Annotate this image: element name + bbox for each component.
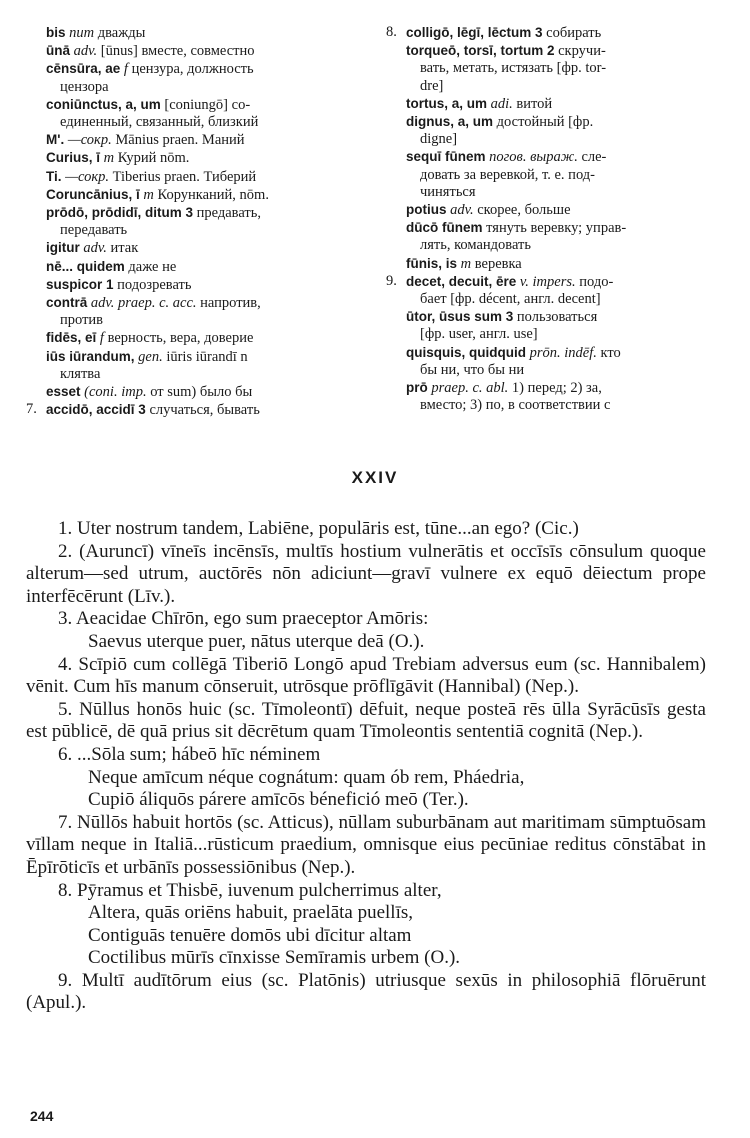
headword: ūnā <box>46 43 71 59</box>
definition: Mānius praen. Маний <box>111 132 245 149</box>
definition: веревка <box>471 255 522 272</box>
headword: M'. <box>46 132 65 148</box>
entry-number: 9. <box>386 272 397 289</box>
headword: nē... quidem <box>46 258 125 274</box>
headword: tortus, a, um <box>406 95 488 111</box>
definition: цензура, должность <box>127 61 254 78</box>
verse-line: Neque amīcum néque cognátum: quam ób rem, Pháedria, <box>88 766 525 788</box>
vocab-entry <box>26 204 340 239</box>
grammar-note: adv. <box>73 43 98 60</box>
definition-continued: бы ни, что бы ни <box>420 361 525 378</box>
vocab-entry <box>386 273 706 308</box>
definition-continued: вать, метать, истязать [фр. tor- <box>420 60 607 77</box>
definition: сле- <box>577 149 607 166</box>
headword: esset <box>46 384 81 400</box>
definition-continued: чиняться <box>420 183 476 200</box>
verse-line: Saevus uterque puer, nātus uterque deā (O.). <box>88 630 425 652</box>
sentence-paragraph: 7. Nūllōs habuit hortōs (sc. Atticus), nūllam suburbānam aut maritimam sūmptuōsam vīllam neque in Italiā...rūsticum praedium, omnisque eius pecūniae reditus cōnstābat in Ēpīrōticīs et urbānīs possessiōnibus (Nep.). <box>26 811 706 878</box>
vocab-entry <box>26 401 340 419</box>
definition: [ūnus] вместе, совместно <box>97 43 255 60</box>
definition: случаться, бывать <box>145 402 260 419</box>
headword: sequī fūnem <box>406 149 486 165</box>
grammar-note: —сокр. <box>65 168 110 185</box>
vocab-entry <box>386 255 706 273</box>
vocab-entry <box>26 186 340 204</box>
headword: prōdō, prōdidī, ditum 3 <box>46 205 193 221</box>
vocab-entry <box>26 60 340 95</box>
definition: итак <box>106 240 139 257</box>
definition-continued: лять, командовать <box>420 237 531 254</box>
definition: iūris iūrandī n <box>162 348 248 365</box>
headword: decet, decuit, ēre <box>406 273 517 289</box>
sentence-paragraph: 4. Scīpiō cum collēgā Tiberiō Longō apud Trebiam adversus eum (sc. Hannibalem) vēnit. Cum hīs manum cōnseruit, utrōsque prōflīgāvit (Hannibal) (Nep.). <box>26 653 706 698</box>
definition-continued: довать за веревкой, т. е. под- <box>420 166 595 183</box>
headword: coniūnctus, a, um <box>46 96 161 112</box>
definition-continued: [фр. user, англ. use] <box>420 326 538 343</box>
vocab-entry <box>26 149 340 167</box>
vocab-entry <box>386 219 706 254</box>
headword: cēnsūra, ae <box>46 61 121 77</box>
vocab-entry <box>26 294 340 329</box>
vocab-entry <box>26 131 340 149</box>
page-number: 244 <box>30 1108 54 1124</box>
definition: скорее, больше <box>473 202 571 219</box>
headword: igitur <box>46 240 80 256</box>
vocab-entry <box>26 383 340 401</box>
headword: fūnis, is <box>406 255 458 271</box>
vocab-entry <box>386 148 706 201</box>
vocab-entry <box>386 24 706 42</box>
verse-line: Contiguās tenuēre domōs ubi dīcitur altam <box>88 924 412 946</box>
reading-text <box>26 518 706 1015</box>
grammar-note: adv. praep. c. acc. <box>90 295 197 312</box>
entry-number: 7. <box>26 401 37 418</box>
grammar-note: m <box>460 255 472 272</box>
vocab-entry <box>26 329 340 347</box>
definition: Tiberius praen. Тиберий <box>109 168 257 185</box>
definition: предавать, <box>192 205 261 222</box>
headword: Ti. <box>46 168 62 184</box>
headword: accidō, accidī 3 <box>46 402 146 418</box>
definition: пользоваться <box>513 309 598 326</box>
headword: Curius, ī <box>46 150 101 166</box>
grammar-note: —сокр. <box>67 132 112 149</box>
vocab-entry <box>26 276 340 294</box>
headword: fidēs, eī <box>46 330 97 346</box>
vocab-entry <box>386 201 706 219</box>
grammar-note: prōn. indēf. <box>529 344 597 361</box>
grammar-note: погов. выраж. <box>489 149 578 166</box>
vocab-entry <box>26 239 340 257</box>
definition-continued: вместо; 3) по, в соответствии с <box>420 397 611 414</box>
headword: potius <box>406 202 447 218</box>
headword: dūcō fūnem <box>406 220 483 236</box>
sentence-paragraph: 9. Multī audītōrum eius (sc. Platōnis) utriusque sexūs in philosophiā flōruērunt (Apul.). <box>26 969 706 1014</box>
definition: [coniungō] со- <box>160 96 251 113</box>
sentence-paragraph: 2. (Auruncī) vīneīs incēnsīs, multīs hostium vulnerātis et occīsīs cōnsulum quoque alterum—sed utrum, auctōrēs nōn adiciunt—gravī vulnere ex equō dēiectum prope interfēcērunt (Līv.). <box>26 540 706 607</box>
definition: напротив, <box>196 295 261 312</box>
headword: ūtor, ūsus sum 3 <box>406 309 514 325</box>
grammar-note: gen. <box>138 348 163 365</box>
grammar-note: (coni. imp. <box>84 384 147 401</box>
definition: от sum) было бы <box>146 384 253 401</box>
definition: Курий nōm. <box>114 150 190 167</box>
verse-line: 3. Aeacidae Chīrōn, ego sum praeceptor Amōris: <box>58 608 429 630</box>
vocab-entry <box>386 95 706 113</box>
definition-continued: бает [фр. décent, англ. decent] <box>420 291 601 308</box>
grammar-note: m <box>143 186 154 203</box>
headword: prō <box>406 380 428 396</box>
sentence-paragraph: 5. Nūllus honōs huic (sc. Tīmoleontī) dēfuit, neque posteā rēs ūlla Syrācūsīs gesta est pūblicē, dē quā prius sit dēcrētum quam Tīmoleontis sententiā cognitā (Nep.). <box>26 698 706 743</box>
verse-line: 6. ...Sōla sum; hábeō hīc néminem <box>58 743 321 765</box>
sentence-paragraph: 1. Uter nostrum tandem, Labiēne, populāris est, tūne...an ego? (Cic.) <box>58 518 579 539</box>
definition: верность, вера, доверие <box>103 330 254 347</box>
verse-line: Coctilibus mūrīs cīnxisse Semīramis urbem (O.). <box>88 947 461 969</box>
verse-line: Altera, quās oriēns habuit, praelāta puellīs, <box>88 902 414 924</box>
vocab-entry <box>386 308 706 343</box>
definition: собирать <box>542 25 602 41</box>
definition-continued: клятва <box>60 365 101 382</box>
definition: 1) перед; 2) за, <box>508 380 602 397</box>
headword: colligō, lēgī, lēctum 3 <box>406 25 543 40</box>
grammar-note: praep. c. abl. <box>431 380 509 397</box>
grammar-note: adv. <box>450 202 474 219</box>
definition-continued: единенный, связанный, близкий <box>60 114 259 131</box>
definition: достойный [фр. <box>493 114 594 131</box>
grammar-note: adi. <box>490 95 513 112</box>
headword: bis <box>46 25 66 40</box>
definition-continued: передавать <box>60 222 128 239</box>
definition: кто <box>596 344 621 361</box>
vocab-entry <box>386 379 706 414</box>
headword: quisquis, quidquid <box>406 344 526 360</box>
definition: даже не <box>124 258 177 275</box>
vocab-entry <box>26 348 340 383</box>
headword: Coruncānius, ī <box>46 186 140 202</box>
grammar-note: f <box>123 61 128 78</box>
definition: тянуть веревку; управ- <box>482 220 627 237</box>
section-heading: XXIV <box>351 468 399 487</box>
grammar-note: v. impers. <box>519 273 576 290</box>
definition-continued: digne] <box>420 131 458 148</box>
definition: дважды <box>94 25 146 41</box>
vocab-entry <box>386 113 706 148</box>
vocab-entry <box>26 24 340 42</box>
vocab-entry <box>26 258 340 276</box>
vocabulary-right-column <box>386 24 706 414</box>
definition-continued: dre] <box>420 77 444 94</box>
vocab-entry <box>386 42 706 95</box>
vocabulary-left-column <box>26 24 340 419</box>
grammar-note: adv. <box>83 240 107 257</box>
definition: витой <box>512 95 553 112</box>
definition: подо- <box>575 273 614 290</box>
headword: torqueō, torsī, tortum 2 <box>406 43 555 59</box>
definition: подозревать <box>113 276 192 293</box>
entry-number: 8. <box>386 24 397 40</box>
headword: suspicor 1 <box>46 276 114 292</box>
definition: Корунканий, nōm. <box>153 186 269 203</box>
definition: скручи- <box>554 43 606 60</box>
verse-line: 8. Pȳramus et Thisbē, iuvenum pulcherrimus alter, <box>58 879 442 901</box>
vocab-entry <box>26 42 340 60</box>
vocab-entry <box>386 344 706 379</box>
grammar-note: num <box>69 25 95 41</box>
definition-continued: против <box>60 312 104 329</box>
headword: dignus, a, um <box>406 114 494 130</box>
vocab-entry <box>26 96 340 131</box>
vocab-entry <box>26 168 340 186</box>
grammar-note: m <box>103 150 115 167</box>
definition-continued: цензора <box>60 78 109 95</box>
headword: contrā <box>46 295 88 311</box>
grammar-note: f <box>99 330 104 347</box>
verse-line: Cupiō áliquōs párere amīcōs bénefició meō (Ter.). <box>88 789 469 811</box>
headword: iūs iūrandum, <box>46 348 135 364</box>
